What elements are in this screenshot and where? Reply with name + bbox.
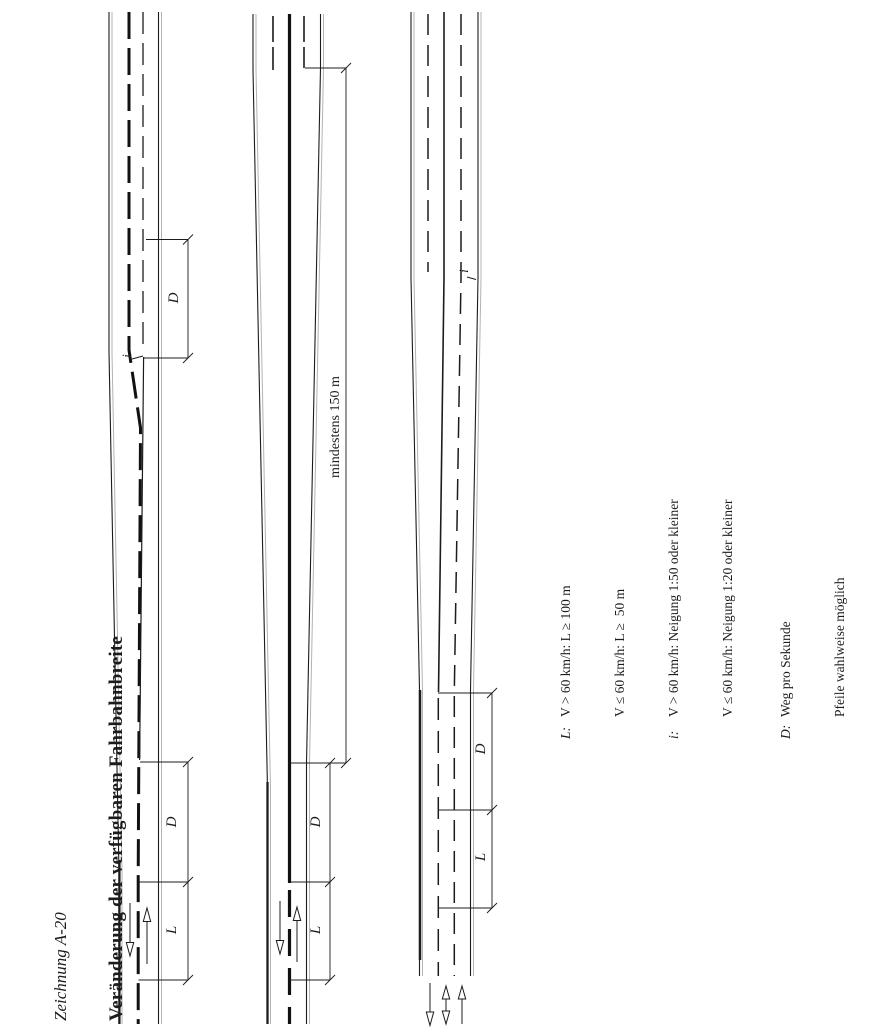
- drawing-name: Veränderung der verfügbaren Fahrbahnbreite: [105, 635, 127, 1021]
- d1-slope-label: i: [119, 354, 134, 358]
- d3-dim-d-label: D: [473, 743, 489, 755]
- legend-line: [719, 459, 737, 739]
- d1-dim-l-label: L: [164, 925, 180, 935]
- legend-line: [665, 459, 683, 739]
- legend-text: Pfeile wahlweise möglich: [832, 577, 847, 717]
- dimension-DL-bottom: [438, 688, 497, 913]
- road-diagram-3: [411, 12, 497, 1026]
- arrow-up-icon: [293, 907, 300, 962]
- arrow-up-down-icon: [442, 986, 449, 1024]
- legend-line: [777, 459, 795, 739]
- d3-dim-l-label: L: [473, 852, 489, 862]
- drawing-number: Zeichnung A-20: [50, 912, 70, 1021]
- drawing-title: [15, 576, 163, 1021]
- legend-text: Weg pro Sekunde: [778, 621, 793, 717]
- legend: [521, 459, 885, 739]
- legend-label: [719, 717, 737, 739]
- legend-text: V ≤ 60 km/h: L ≥ 50 m: [612, 588, 627, 717]
- direction-arrows: [426, 983, 465, 1026]
- d1-dim-d-label: D: [164, 816, 180, 828]
- legend-label: i:: [666, 730, 681, 739]
- legend-text: V ≤ 60 km/h: Neigung 1:20 oder kleiner: [720, 499, 735, 717]
- d2-dim-d-label: D: [308, 816, 324, 828]
- center-line-solid: [439, 12, 445, 692]
- legend-text: V > 60 km/h: Neigung 1:50 oder kleiner: [666, 499, 681, 717]
- legend-label: D:: [778, 724, 793, 739]
- legend-line: [611, 459, 629, 739]
- lane-line-right: [454, 14, 461, 976]
- road-edge-right: [307, 14, 321, 1024]
- arrow-down-icon: [426, 983, 433, 1026]
- legend-label: L:: [558, 726, 573, 739]
- min-length-label: mindestens 150 m: [328, 376, 343, 478]
- legend-label: [831, 717, 849, 739]
- arrow-up-icon: [458, 986, 465, 1024]
- legend-label: [611, 717, 629, 739]
- d3-slope-label: i: [456, 269, 471, 273]
- arrow-down-icon: [276, 901, 283, 954]
- d2-dim-l-label: L: [308, 925, 324, 935]
- legend-text: V > 60 km/h: L ≥ 100 m: [558, 585, 573, 717]
- road-edge-right-shadow: [474, 12, 482, 976]
- road-diagram-2: [253, 14, 351, 1024]
- legend-line: [557, 459, 575, 739]
- d1-dim-top-label: D: [166, 292, 182, 304]
- legend-line: [831, 459, 849, 739]
- dimension-DL-bottom: [289, 758, 335, 985]
